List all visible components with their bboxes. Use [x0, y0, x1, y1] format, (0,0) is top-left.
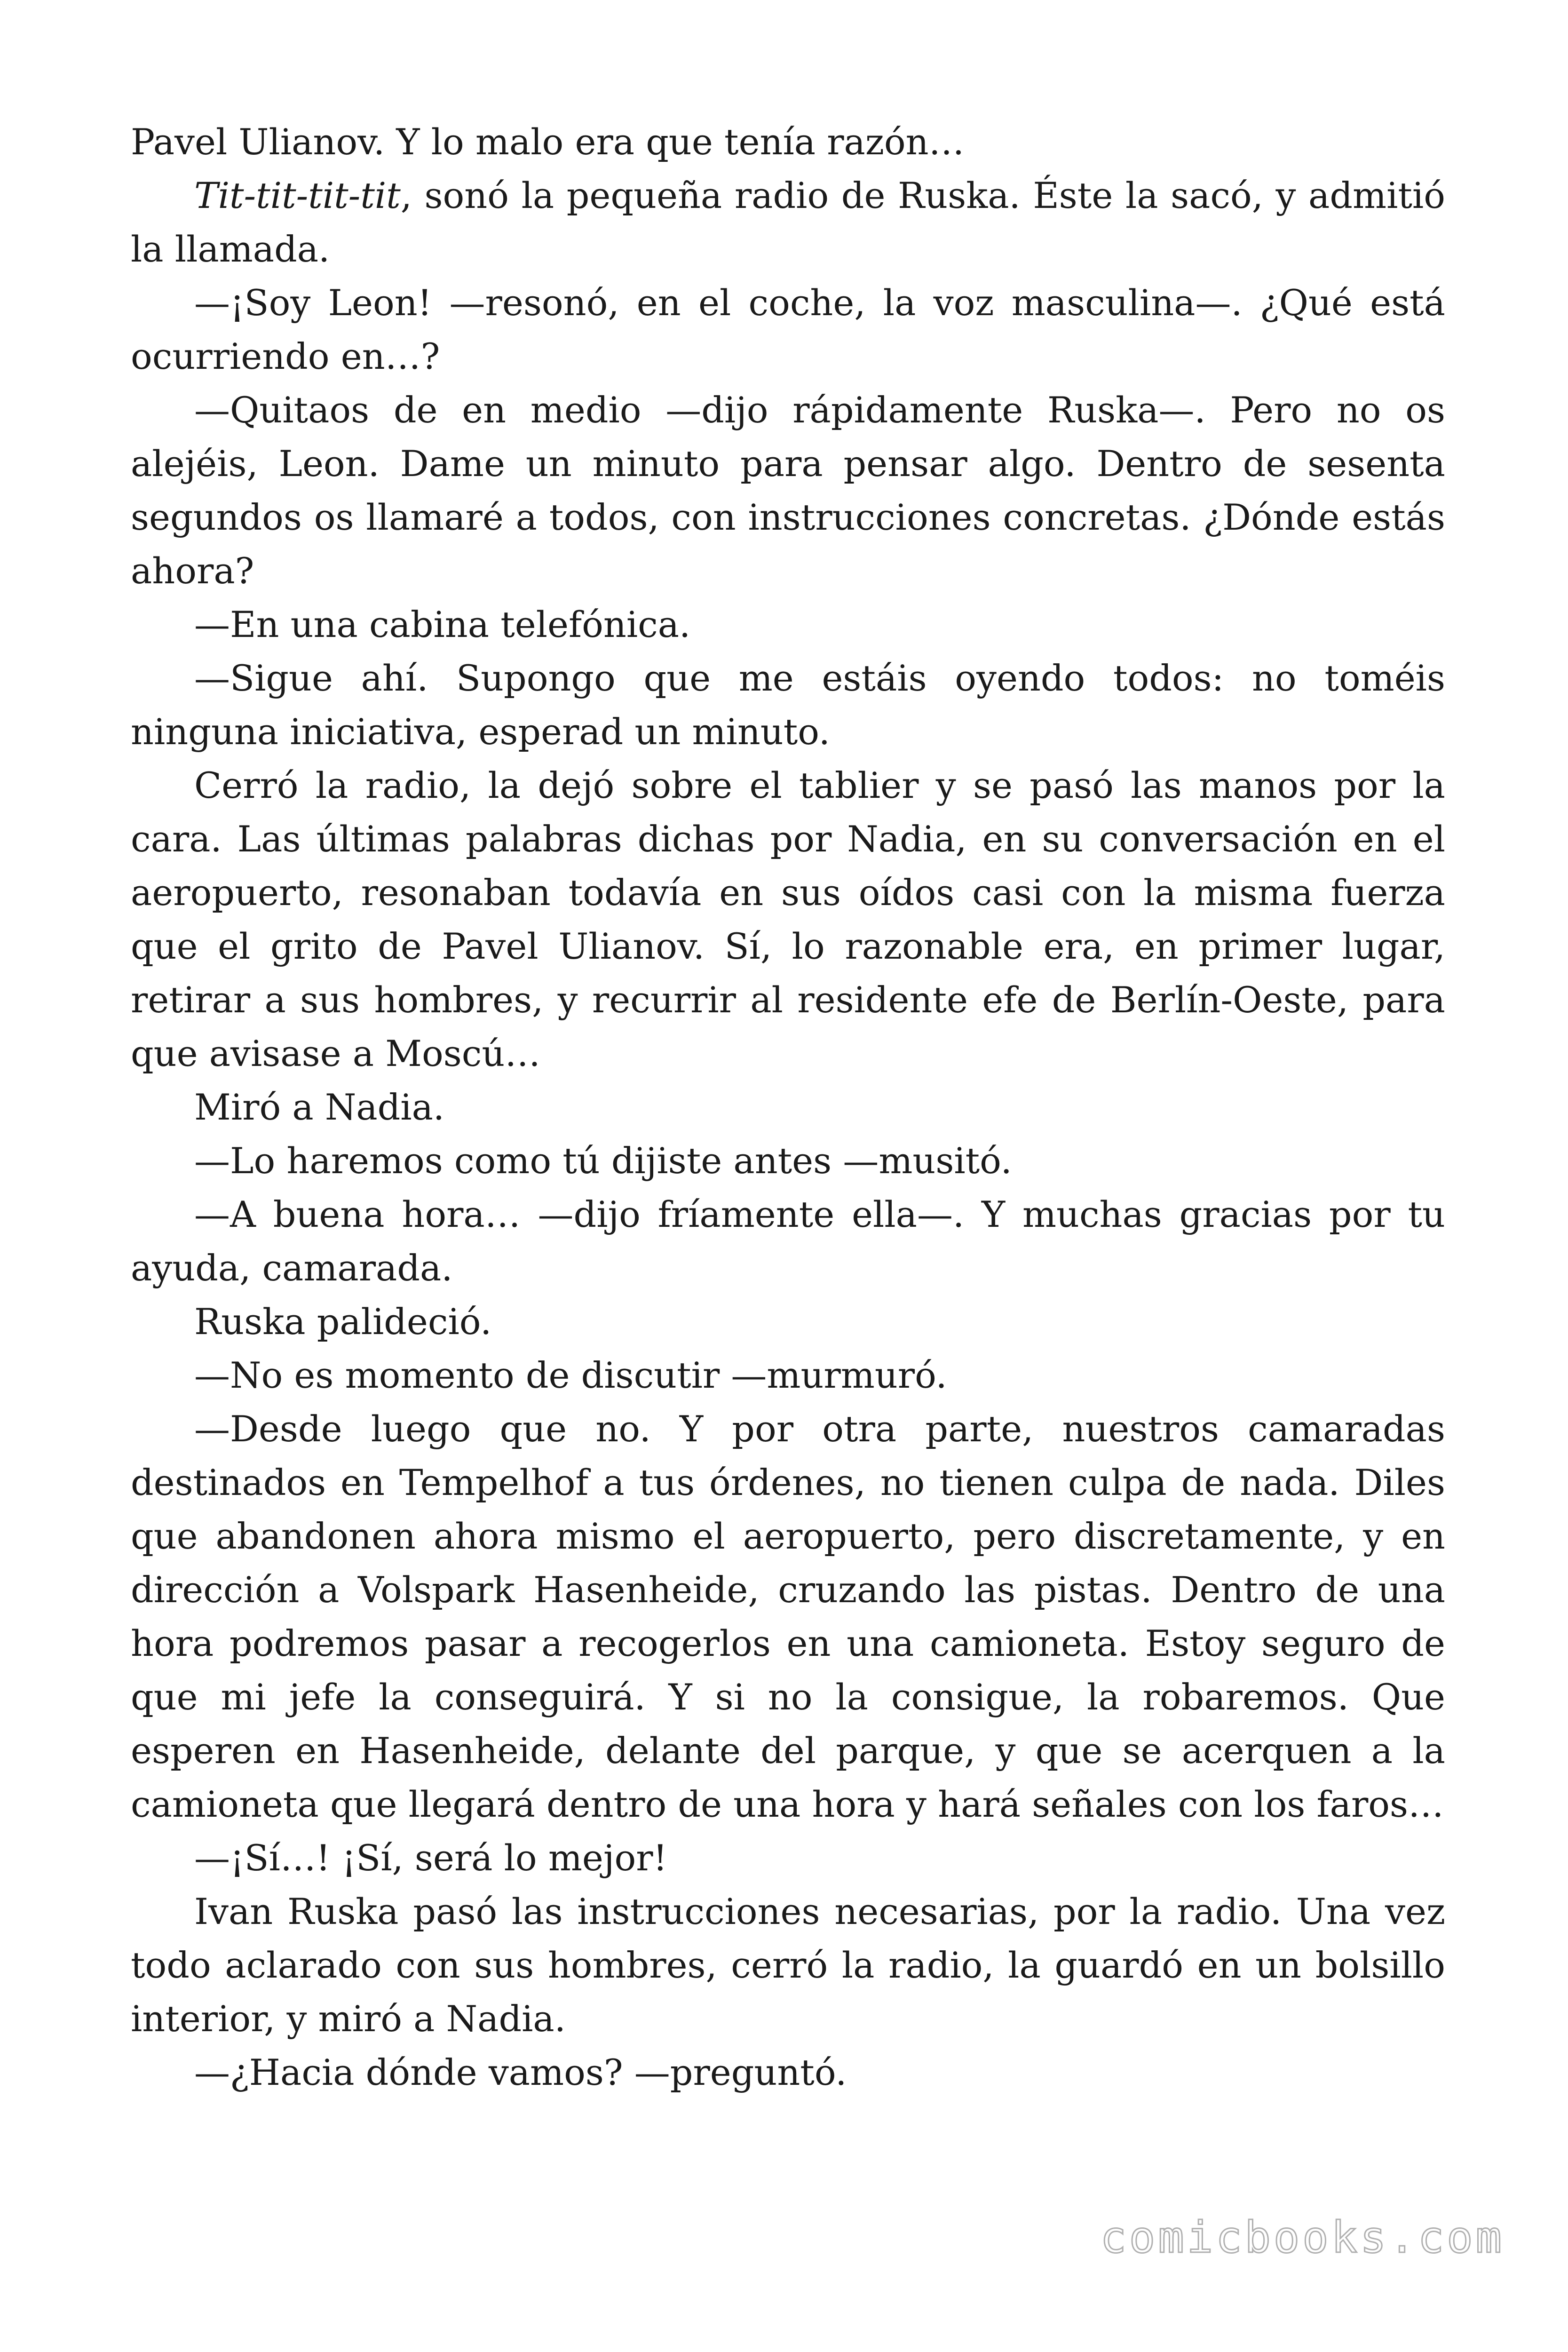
- paragraph-text: —¿Hacia dónde vamos? —preguntó.: [194, 2051, 847, 2093]
- paragraph-16: [131, 2046, 1445, 2099]
- paragraph-2: [131, 169, 1445, 276]
- paragraph-text: —Sigue ahí. Supongo que me estáis oyendo todos: no toméis ninguna iniciativa, esperad un minuto.: [131, 657, 1445, 753]
- paragraph-12: [131, 1349, 1445, 1402]
- paragraph-text: Pavel Ulianov. Y lo malo era que tenía razón…: [131, 121, 965, 163]
- paragraph-4: [131, 383, 1445, 598]
- paragraph-6: [131, 652, 1445, 759]
- paragraph-text: —¡Sí…! ¡Sí, será lo mejor!: [194, 1837, 668, 1879]
- paragraph-1: [131, 115, 1445, 169]
- paragraph-text: Miró a Nadia.: [194, 1086, 445, 1128]
- paragraph-text: , sonó la pequeña radio de Ruska. Éste la sacó, y admitió la llamada.: [131, 175, 1445, 270]
- paragraph-text: —Quitaos de en medio —dijo rápidamente Ruska—. Pero no os alejéis, Leon. Dame un minuto para pensar algo. Dentro de sesenta segundos os llamaré a todos, con instrucciones concretas. ¿Dónde estás ahora?: [131, 389, 1445, 592]
- watermark: comicbooks.com: [1100, 2212, 1505, 2263]
- paragraph-7: [131, 759, 1445, 1081]
- paragraph-text: —Lo haremos como tú dijiste antes —musitó.: [194, 1140, 1012, 1182]
- paragraph-13: [131, 1402, 1445, 1831]
- paragraph-5: [131, 598, 1445, 652]
- paragraph-text: Cerró la radio, la dejó sobre el tablier y se pasó las manos por la cara. Las últimas palabras dichas por Nadia, en su conversación en el aeropuerto, resonaban todavía en sus oídos casi con la misma fuerza que el grito de Pavel Ulianov. Sí, lo razonable era, en primer lugar, retirar a sus hombres, y recurrir al residente efe de Berlín-Oeste, para que avisase a Moscú…: [131, 764, 1445, 1074]
- paragraph-9: [131, 1134, 1445, 1188]
- paragraph-14: [131, 1831, 1445, 1885]
- paragraph-3: [131, 276, 1445, 383]
- paragraph-text: —No es momento de discutir —murmuró.: [194, 1354, 947, 1396]
- paragraph-text: —¡Soy Leon! —resonó, en el coche, la voz masculina—. ¿Qué está ocurriendo en…?: [131, 282, 1445, 377]
- paragraph-8: [131, 1081, 1445, 1134]
- paragraph-text: Ruska palideció.: [194, 1301, 492, 1343]
- paragraph-text: —A buena hora… —dijo fríamente ella—. Y muchas gracias por tu ayuda, camarada.: [131, 1193, 1445, 1289]
- paragraph-text: —Desde luego que no. Y por otra parte, nuestros camaradas destinados en Tempelhof a tus órdenes, no tienen culpa de nada. Diles que abandonen ahora mismo el aeropuerto, pero discretamente, y en dirección a Volspark Hasenheide, cruzando las pistas. Dentro de una hora podremos pasar a recogerlos en una camioneta. Estoy seguro de que mi jefe la conseguirá. Y si no la consigue, la robaremos. Que esperen en Hasenheide, delante del parque, y que se acerquen a la camioneta que llegará dentro de una hora y hará señales con los faros…: [131, 1408, 1445, 1825]
- paragraph-text: Ivan Ruska pasó las instrucciones necesarias, por la radio. Una vez todo aclarado con sus hombres, cerró la radio, la guardó en un bolsillo interior, y miró a Nadia.: [131, 1891, 1445, 2040]
- paragraph-10: [131, 1188, 1445, 1295]
- body-text: [131, 115, 1445, 2099]
- onomatopoeia: Tit-tit-tit-tit: [194, 175, 401, 216]
- paragraph-11: [131, 1295, 1445, 1349]
- paragraph-15: [131, 1885, 1445, 2046]
- paragraph-text: —En una cabina telefónica.: [194, 604, 691, 645]
